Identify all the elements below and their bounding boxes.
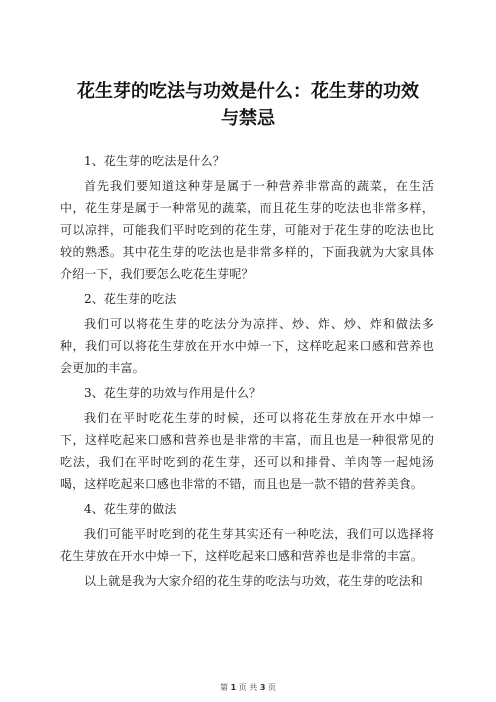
section-paragraph-2: 我们可以将花生芽的吃法分为凉拌、炒、炸、炒、炸和做法多种，我们可以将花生芽放在开水中焯一下，这样吃起来口感和营养也会更加的丰富。 <box>60 317 434 375</box>
document-title-line-2: 与禁忌 <box>221 108 275 129</box>
page-footer <box>0 683 496 693</box>
section-heading-4: 4、花生芽的做法 <box>84 502 177 516</box>
closing-paragraph: 以上就是我为大家介绍的花生芽的吃法与功效，花生芽的吃法和 <box>84 574 423 588</box>
footer-suffix: 页 <box>267 683 276 692</box>
section-heading-2: 2、花生芽的吃法 <box>84 292 177 306</box>
footer-current-page: 1 <box>230 683 237 692</box>
footer-total-pages: 3 <box>259 683 266 692</box>
footer-prefix: 第 <box>220 683 229 692</box>
section-paragraph-1: 首先我们要知道这种芽是属于一种营养非常高的蔬菜，在生活中，花生芽是属于一种常见的蔬菜，而且花生芽的吃法也非常多样，可以凉拌，可能我们平时吃到的花生芽，可能对于花生芽的吃法也比较的熟悉。其中花生芽的吃法也是非常多样的，下面我就为大家具体介绍一下，我们要怎么吃花生芽呢？ <box>60 179 434 281</box>
document-title-line-1: 花生芽的吃法与功效是什么：花生芽的功效 <box>77 81 419 102</box>
section-paragraph-3: 我们在平时吃花生芽的时候，还可以将花生芽放在开水中焯一下，这样吃起来口感和营养也是非常的丰富，而且也是一种很常见的吃法，我们在平时吃到的花生芽，还可以和排骨、羊肉等一起炖汤喝，这样吃起来口感也非常的不错，而且也是一款不错的营养美食。 <box>60 411 434 491</box>
section-paragraph-4: 我们可能平时吃到的花生芽其实还有一种吃法，我们可以选择将花生芽放在开水中焯一下，这样吃起来口感和营养也是非常的丰富。 <box>60 527 434 563</box>
document-body <box>60 150 434 595</box>
footer-middle: 页 共 <box>238 683 258 692</box>
document-title <box>60 78 436 132</box>
section-heading-1: 1、花生芽的吃法是什么？ <box>84 154 225 168</box>
section-heading-3: 3、花生芽的功效与作用是什么？ <box>84 386 262 400</box>
